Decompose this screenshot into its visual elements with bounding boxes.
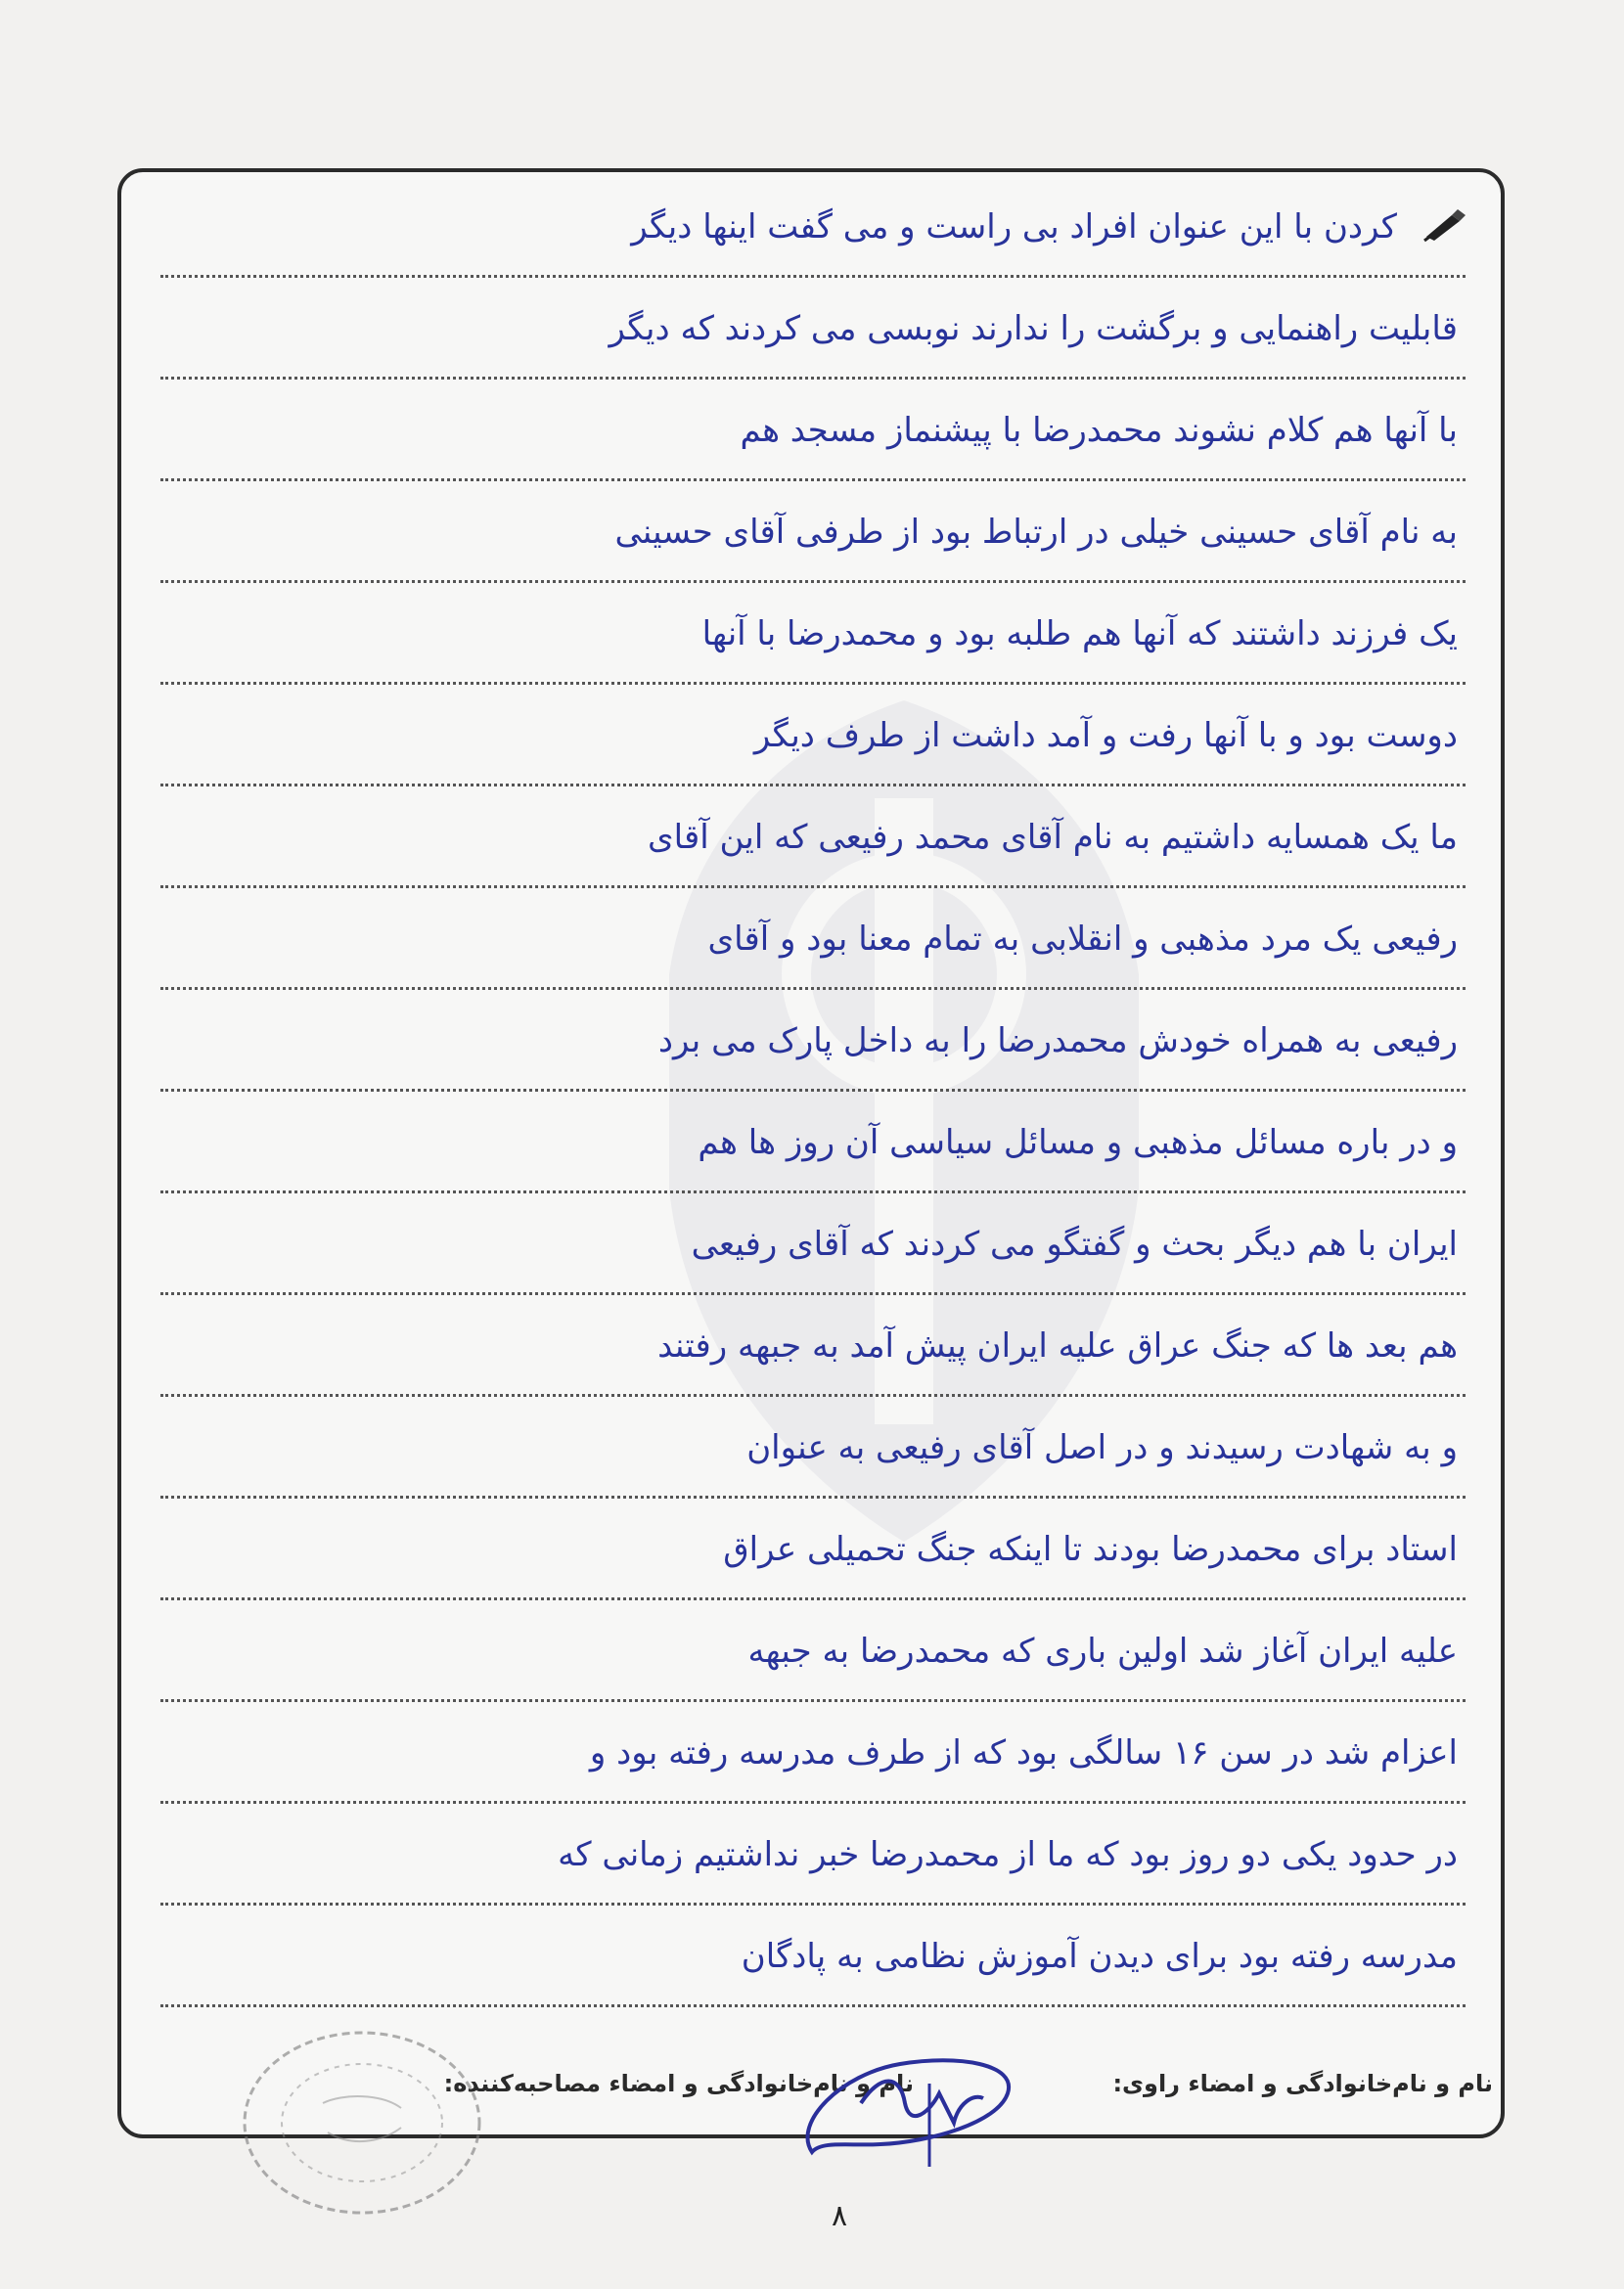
handwritten-line: کردن با این عنوان افراد بی راست و می گفت اینها دیگر bbox=[160, 176, 1466, 278]
narrator-signature-label: نام و نام‌خانوادگی و امضاء راوی: bbox=[1112, 2070, 1493, 2097]
handwritten-line: استاد برای محمدرضا بودند تا اینکه جنگ تحمیلی عراق bbox=[160, 1499, 1466, 1600]
handwritten-line: در حدود یکی دو روز بود که ما از محمدرضا خبر نداشتیم زمانی که bbox=[160, 1804, 1466, 1906]
handwritten-line: و به شهادت رسیدند و در اصل آقای رفیعی به عنوان bbox=[160, 1397, 1466, 1499]
handwritten-line: یک فرزند داشتند که آنها هم طلبه بود و محمدرضا با آنها bbox=[160, 583, 1466, 685]
handwritten-line: اعزام شد در سن ۱۶ سالگی بود که از طرف مدرسه رفته بود و bbox=[160, 1702, 1466, 1804]
handwritten-line: رفیعی یک مرد مذهبی و انقلابی به تمام معنا بود و آقای bbox=[160, 888, 1466, 990]
handwritten-line: علیه ایران آغاز شد اولین باری که محمدرضا به جبهه bbox=[160, 1600, 1466, 1702]
handwritten-line: هم بعد ها که جنگ عراق علیه ایران پیش آمد به جبهه رفتند bbox=[160, 1295, 1466, 1397]
page-number: ۸ bbox=[832, 2199, 848, 2233]
handwritten-line: قابلیت راهنمایی و برگشت را ندارند نوبسی می کردند که دیگر bbox=[160, 278, 1466, 380]
handwritten-line: مدرسه رفته بود برای دیدن آموزش نظامی به پادگان bbox=[160, 1906, 1466, 2007]
handwritten-line: دوست بود و با آنها رفت و آمد داشت از طرف دیگر bbox=[160, 685, 1466, 786]
handwritten-text-area bbox=[121, 172, 1501, 2031]
handwritten-line: به نام آقای حسینی خیلی در ارتباط بود از طرفی آقای حسینی bbox=[160, 481, 1466, 583]
interviewer-signature bbox=[783, 2035, 1037, 2172]
circular-stamp bbox=[215, 2025, 509, 2221]
handwritten-line: با آنها هم کلام نشوند محمدرضا با پیشنماز مسجد هم bbox=[160, 380, 1466, 481]
page-frame bbox=[117, 168, 1505, 2138]
handwritten-line: و در باره مسائل مذهبی و مسائل سیاسی آن روز ها هم bbox=[160, 1092, 1466, 1193]
handwritten-line: ما یک همسایه داشتیم به نام آقای محمد رفیعی که این آقای bbox=[160, 786, 1466, 888]
handwritten-line: رفیعی به همراه خودش محمدرضا را به داخل پارک می برد bbox=[160, 990, 1466, 1092]
interviewer-signature-label: نام و نام‌خانوادگی و امضاء مصاحبه‌کننده: bbox=[443, 2070, 914, 2097]
handwritten-line: ایران با هم دیگر بحث و گفتگو می کردند که آقای رفیعی bbox=[160, 1193, 1466, 1295]
